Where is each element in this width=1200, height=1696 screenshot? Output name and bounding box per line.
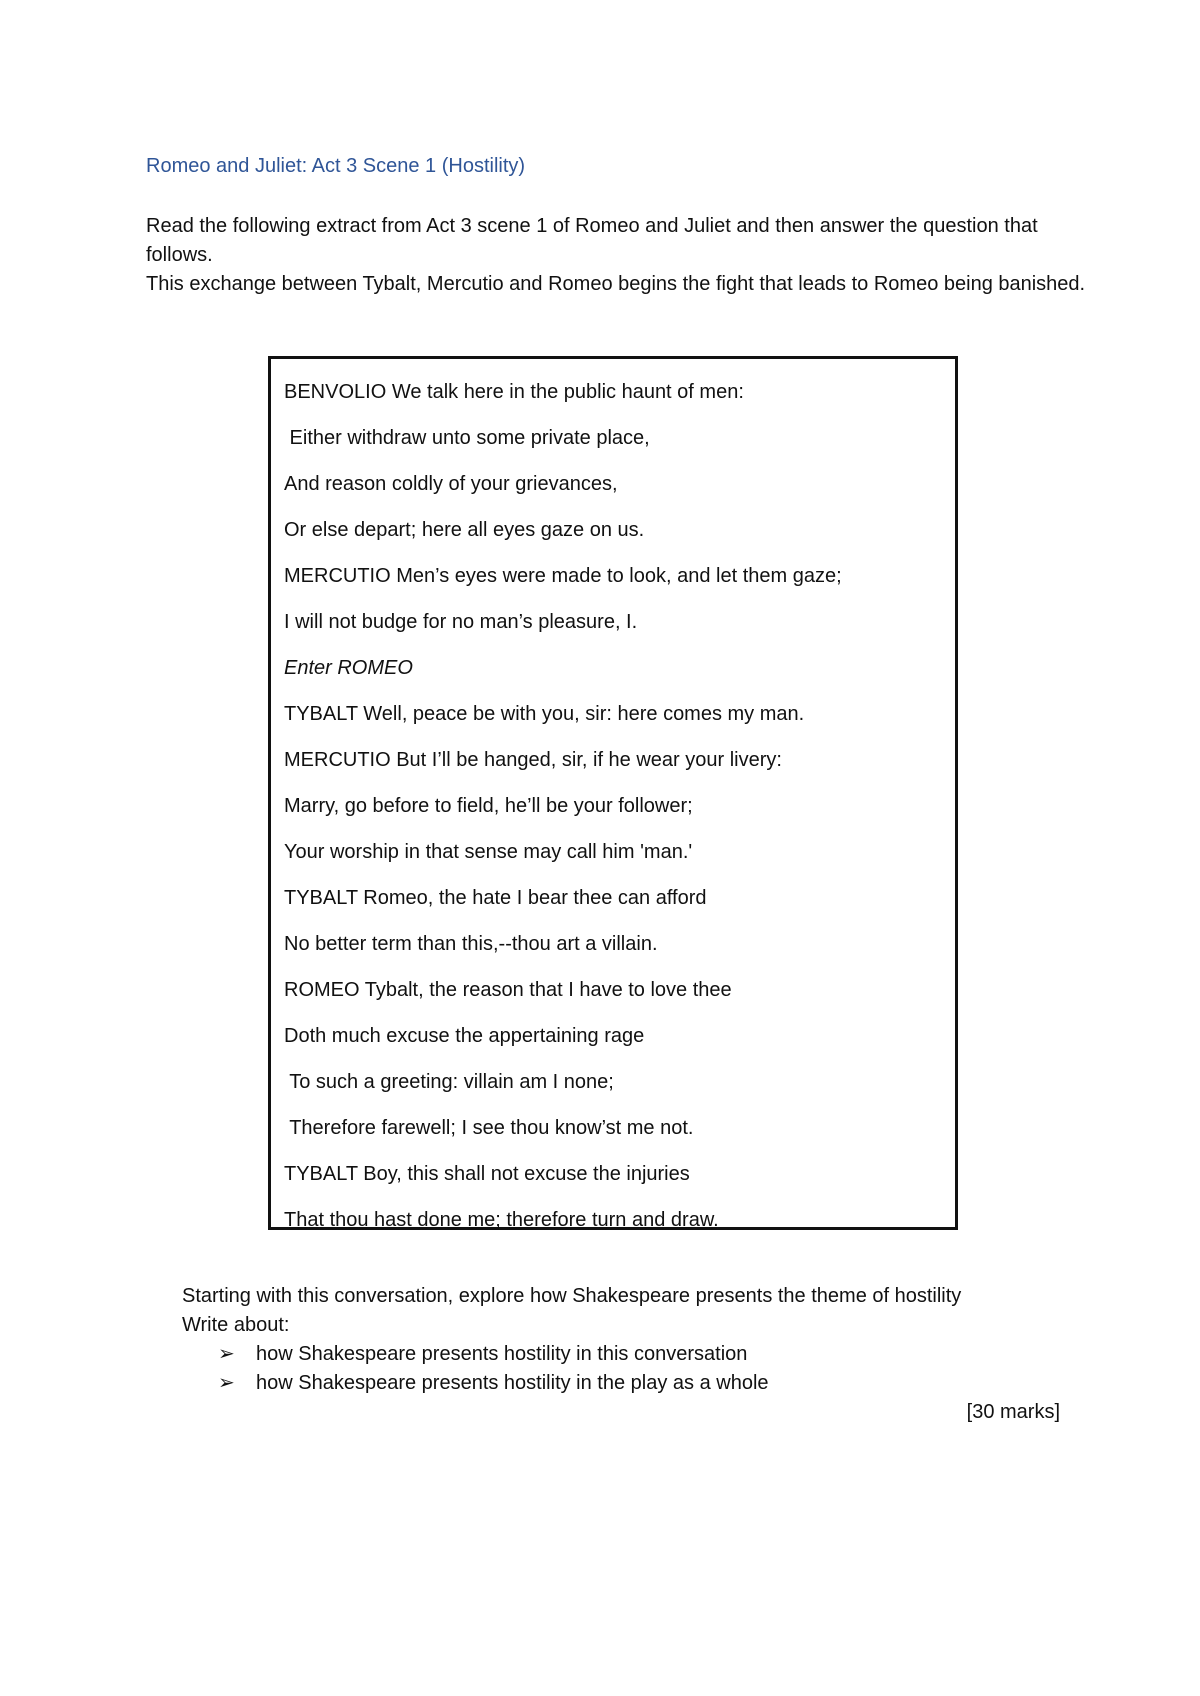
page-title: Romeo and Juliet: Act 3 Scene 1 (Hostility) bbox=[146, 155, 526, 177]
arrow-bullet-icon: ➢ bbox=[218, 1343, 235, 1365]
write-about-label: Write about: bbox=[182, 1314, 290, 1336]
extract-line: And reason coldly of your grievances, bbox=[284, 473, 618, 495]
extract-line: Doth much excuse the appertaining rage bbox=[284, 1025, 645, 1047]
extract-line: TYBALT Romeo, the hate I bear thee can afford bbox=[284, 887, 707, 909]
extract-line: Marry, go before to field, he’ll be your follower; bbox=[284, 795, 693, 817]
extract-line: Or else depart; here all eyes gaze on us. bbox=[284, 519, 645, 541]
task-prompt: Starting with this conversation, explore how Shakespeare presents the theme of hostility bbox=[182, 1285, 962, 1307]
list-item bbox=[218, 1369, 1062, 1398]
extract-line: Either withdraw unto some private place, bbox=[284, 427, 650, 449]
task-bullet-list bbox=[182, 1340, 1062, 1398]
extract-line: BENVOLIO We talk here in the public haunt of men: bbox=[284, 381, 744, 403]
stage-direction: Enter ROMEO bbox=[284, 657, 413, 679]
extract-line: ROMEO Tybalt, the reason that I have to love thee bbox=[284, 979, 732, 1001]
extract-line: Your worship in that sense may call him 'man.' bbox=[284, 841, 693, 863]
intro-paragraph-1: Read the following extract from Act 3 scene 1 of Romeo and Juliet and then answer the question that follows. bbox=[146, 215, 1038, 266]
bullet-text: how Shakespeare presents hostility in the play as a whole bbox=[256, 1372, 769, 1394]
extract-line: I will not budge for no man’s pleasure, I. bbox=[284, 611, 638, 633]
list-item bbox=[218, 1340, 1062, 1369]
extract-line: To such a greeting: villain am I none; bbox=[284, 1071, 614, 1093]
arrow-bullet-icon: ➢ bbox=[218, 1372, 235, 1394]
bullet-text: how Shakespeare presents hostility in this conversation bbox=[256, 1343, 748, 1365]
extract-line: Therefore farewell; I see thou know’st me not. bbox=[284, 1117, 694, 1139]
intro bbox=[146, 212, 1086, 299]
extract-line: MERCUTIO Men’s eyes were made to look, and let them gaze; bbox=[284, 565, 842, 587]
extract-box bbox=[268, 356, 958, 1230]
task-section bbox=[182, 1282, 1062, 1398]
extract-line: TYBALT Boy, this shall not excuse the injuries bbox=[284, 1163, 690, 1185]
extract-line: TYBALT Well, peace be with you, sir: here comes my man. bbox=[284, 703, 805, 725]
intro-paragraph-2: This exchange between Tybalt, Mercutio and Romeo begins the fight that leads to Romeo being banished. bbox=[146, 273, 1086, 295]
marks-label: [30 marks] bbox=[966, 1401, 1060, 1423]
extract-line: No better term than this,--thou art a villain. bbox=[284, 933, 658, 955]
extract-line: That thou hast done me; therefore turn and draw. bbox=[284, 1209, 719, 1231]
extract-line: MERCUTIO But I’ll be hanged, sir, if he wear your livery: bbox=[284, 749, 782, 771]
